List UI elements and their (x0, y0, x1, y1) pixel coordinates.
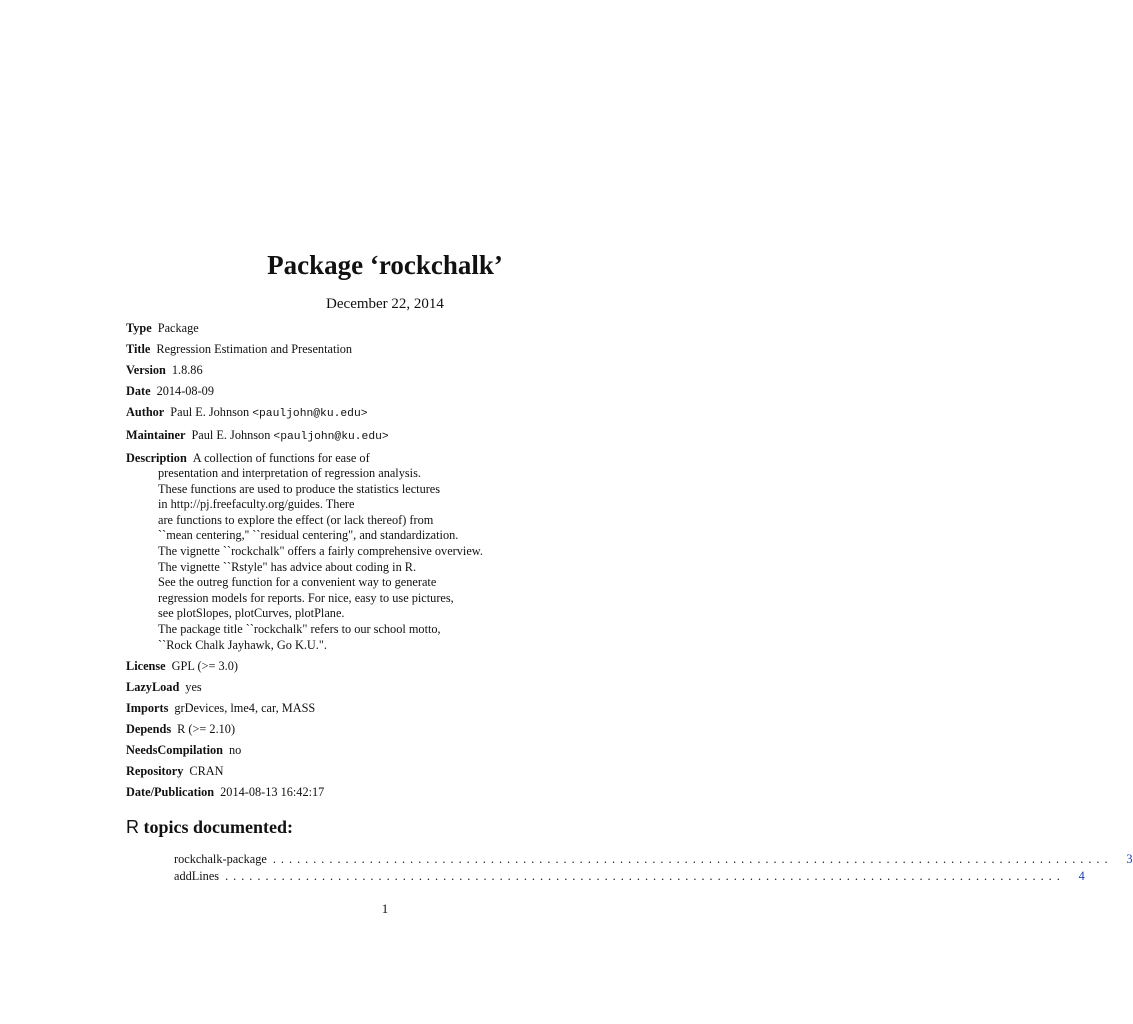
field-description (126, 450, 656, 653)
toc-entry[interactable] (174, 851, 1133, 868)
field-depends (126, 721, 656, 737)
description-line: are functions to explore the effect (or lack thereof) from (158, 512, 434, 527)
toc-page-link[interactable]: 3 (1126, 852, 1133, 866)
field-key: Imports (126, 701, 169, 716)
toc-entry-name: rockchalk-package (174, 852, 267, 866)
document-date: December 22, 2014 (326, 296, 444, 312)
field-key: Date (126, 384, 151, 398)
field-value: Paul E. Johnson (191, 428, 274, 442)
author-email: <pauljohn@ku.edu> (252, 408, 368, 420)
field-key: Version (126, 363, 166, 377)
field-key: Repository (126, 764, 184, 779)
section-heading-text: topics documented: (139, 817, 293, 837)
description-line: see plotSlopes, plotCurves, plotPlane. (158, 606, 345, 621)
field-key: LazyLoad (126, 680, 180, 695)
description-line: presentation and interpretation of regression analysis. (158, 466, 421, 480)
document-title: Package ‘rockchalk’ (267, 250, 503, 280)
field-value: Regression Estimation and Presentation (156, 342, 353, 356)
field-license (126, 658, 656, 674)
field-key: NeedsCompilation (126, 743, 224, 758)
description-line: A collection of functions for ease of (192, 451, 370, 465)
r-logo-text: R (126, 817, 139, 837)
description-line: ``Rock Chalk Jayhawk, Go K.U.". (158, 637, 327, 652)
description-line: regression models for reports. For nice, easy to use pictures, (158, 590, 454, 605)
maintainer-email: <pauljohn@ku.edu> (273, 431, 389, 443)
toc-leader-dots: ........................................................................................................ (225, 869, 1065, 883)
field-key: Date/Publication (126, 785, 215, 800)
field-key: Title (126, 342, 151, 356)
field-version (126, 362, 656, 378)
field-value: yes (185, 680, 202, 695)
field-value: R (>= 2.10) (177, 722, 236, 737)
toc-leader-dots: ........................................................................................................ (272, 852, 1113, 866)
field-title (126, 341, 656, 357)
field-value: Paul E. Johnson (170, 405, 253, 419)
table-of-contents (174, 851, 1133, 885)
toc-entry[interactable] (174, 868, 1085, 885)
field-needscompilation (126, 742, 656, 758)
field-imports (126, 700, 656, 716)
field-key: Author (126, 405, 165, 419)
field-key: License (126, 659, 166, 674)
field-value: grDevices, lme4, car, MASS (174, 701, 316, 716)
description-body (126, 466, 656, 653)
field-type (126, 320, 656, 336)
description-line: The package title ``rockchalk" refers to our school motto, (158, 621, 441, 636)
field-value: GPL (>= 3.0) (171, 659, 238, 674)
field-maintainer (126, 427, 656, 445)
page-number: 1 (381, 901, 389, 916)
field-key: Depends (126, 722, 172, 737)
field-author (126, 404, 656, 422)
field-value: 2014-08-13 16:42:17 (220, 785, 325, 800)
field-repository (126, 763, 656, 779)
toc-entry-name: addLines (174, 869, 220, 883)
description-line: See the outreg function for a convenient way to generate (158, 575, 437, 590)
field-key: Maintainer (126, 428, 186, 442)
description-line: The vignette ``rockchalk" offers a fairly comprehensive overview. (158, 543, 483, 558)
field-value: CRAN (189, 764, 224, 779)
field-value: no (229, 743, 242, 758)
section-heading (126, 817, 293, 838)
description-line: in http://pj.freefaculty.org/guides. There (158, 497, 355, 512)
field-value: 1.8.86 (171, 363, 203, 377)
field-value: Package (157, 321, 199, 335)
field-lazyload (126, 679, 656, 695)
field-key: Description (126, 451, 187, 465)
description-line: These functions are used to produce the statistics lectures (158, 481, 441, 496)
field-datepublication (126, 784, 656, 800)
package-fields (126, 320, 656, 805)
field-key: Type (126, 321, 152, 335)
description-line: ``mean centering,'' ``residual centering", and standardization. (158, 528, 459, 543)
toc-page-link[interactable]: 4 (1078, 869, 1085, 883)
description-line: The vignette ``Rstyle" has advice about coding in R. (158, 559, 417, 574)
field-date (126, 383, 656, 399)
field-value: 2014-08-09 (156, 384, 214, 398)
